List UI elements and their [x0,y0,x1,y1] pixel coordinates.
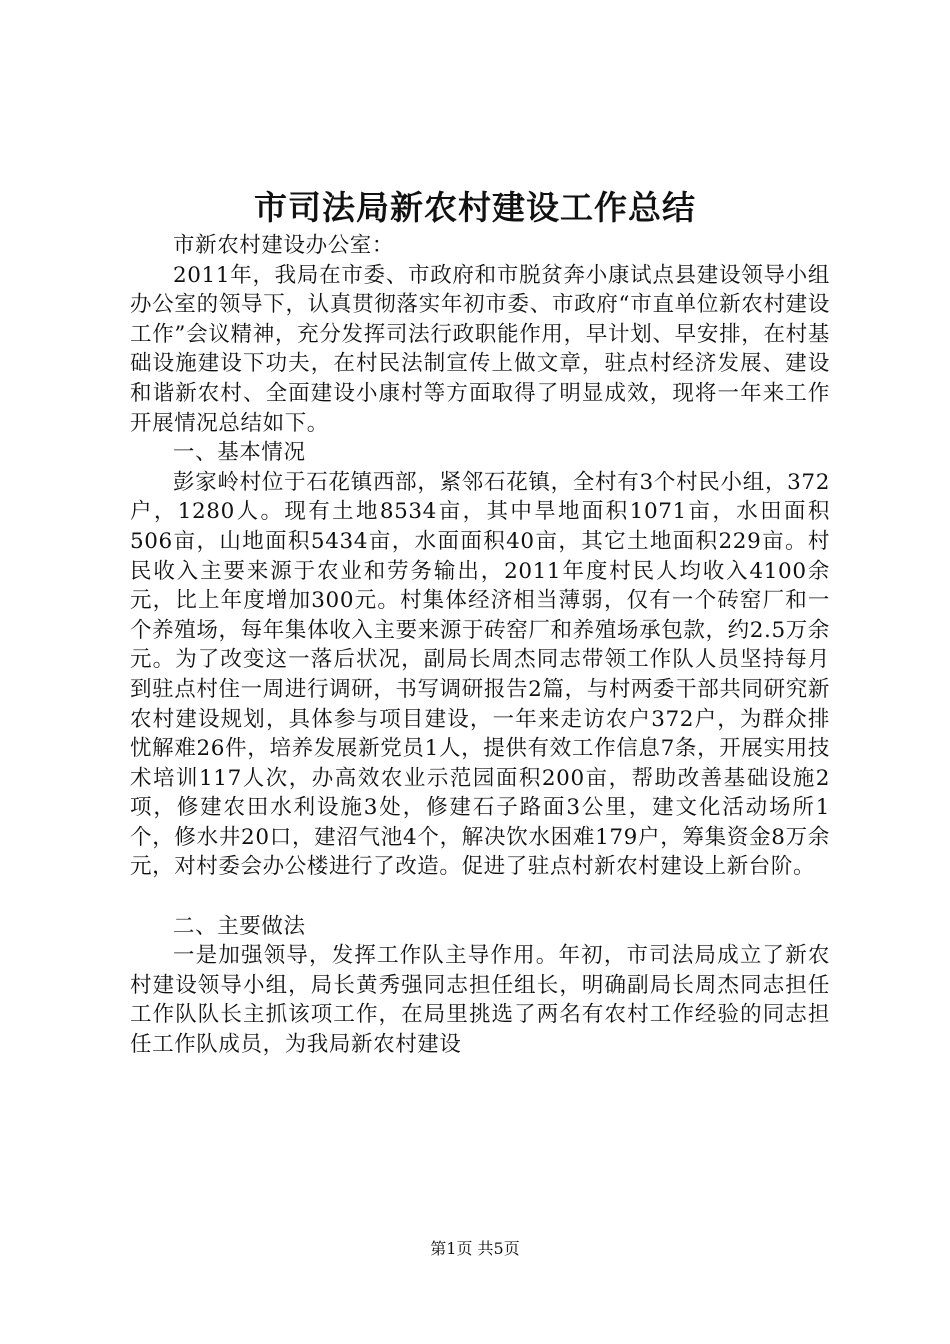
basic-situation-paragraph: 彭家岭村位于石花镇西部，紧邻石花镇，全村有3个村民小组，372户，1280人。现有土地8534亩，其中旱地面积1071亩，水田面积506亩，山地面积5434亩，水面面积40亩，其它土地面积229亩。村民收入主要来源于农业和劳务输出，2011年度村民人均收入4100余元，比上年度增加300元。村集体经济相当薄弱，仅有一个砖窑厂和一个养殖场，每年集体收入主要来源于砖窑厂和养殖场承包款，约2.5万余元。为了改变这一落后状况，副局长周杰同志带领工作队人员坚持每月到驻点村住一周进行调研，书写调研报告2篇，与村两委干部共同研究新农村建设规划，具体参与项目建设，一年来走访农户372户，为群众排忧解难26件，培养发展新党员1人，提供有效工作信息7条，开展实用技术培训117人次，办高效农业示范园面积200亩，帮助改善基础设施2项，修建农田水利设施3处，修建石子路面3公里，建文化活动场所1个，修水井20口，建沼气池4个，解决饮水困难179户，筹集资金8万余元，对村委会办公楼进行了改造。促进了驻点村新农村建设上新台阶。 [130,469,830,880]
intro-paragraph: 2011年，我局在市委、市政府和市脱贫奔小康试点县建设领导小组办公室的领导下，认真贯彻落实年初市委、市政府“市直单位新农村建设工作”会议精神，充分发挥司法行政职能作用，早计划、早安排，在村基础设施建设下功夫，在村民法制宣传上做文章，驻点村经济发展、建设和谐新农村、全面建设小康村等方面取得了明显成效，现将一年来工作开展情况总结如下。 [130,262,830,436]
document-body [130,231,830,1060]
page-number: 第1页 共5页 [430,1239,520,1258]
methods-paragraph: 一是加强领导，发挥工作队主导作用。年初，市司法局成立了新农村建设领导小组，局长黄秀强同志担任组长，明确副局长周杰同志担任工作队队长主抓该项工作，在局里挑选了两名有农村工作经验的同志担任工作队成员，为我局新农村建设 [130,943,830,1058]
salutation: 市新农村建设办公室： [173,233,395,258]
section-heading-basic: 一、基本情况 [173,440,306,466]
document-title: 市司法局新农村建设工作总结 [254,188,696,227]
section-heading-methods: 二、主要做法 [173,913,306,939]
